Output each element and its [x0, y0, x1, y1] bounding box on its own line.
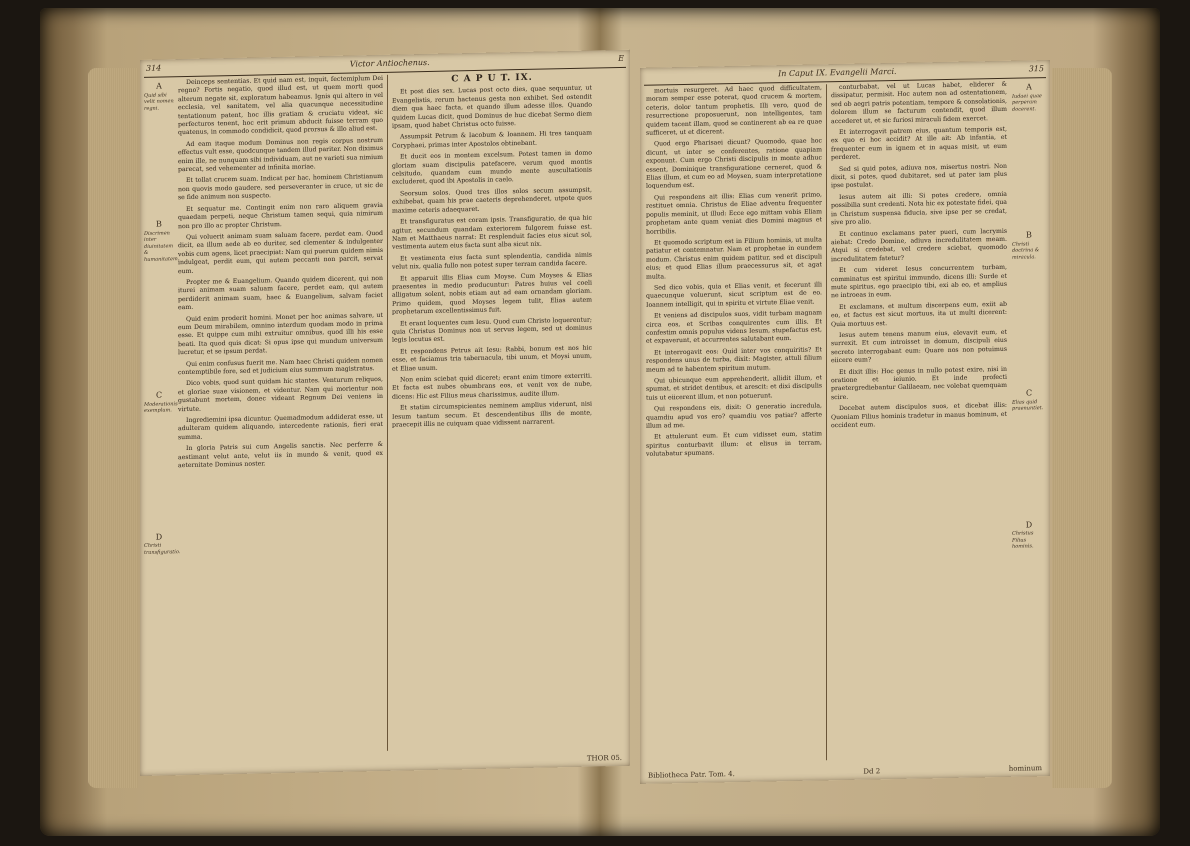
signature-mark: Dd 2 — [863, 767, 881, 776]
text-paragraph: Et tollat crucem suam. Indicat per hac, hominem Christianum non quovis modo gaudere, sed perseveranter in cruce, ut sic de se fide animum non suspecto. — [178, 173, 383, 202]
margin-letter-a: A — [156, 81, 162, 91]
margin-note: Elias quid praenuntiet. — [1012, 398, 1044, 412]
left-column-letter: E — [618, 53, 624, 63]
text-paragraph: Et post dies sex. Lucas post octo dies, quae sequuntur, ut Evangelistis, rerum hactenus gesta non exhibet. Sed ostendit diem qua haec facta, et quando illum adesse illos. Quando quidem Lucas dicit, quod Dominus de huc dicebat Sermo diem ipsam, quod habet Christus octo fuisse. — [392, 84, 592, 130]
right-column-separator — [826, 84, 827, 760]
text-paragraph: Ingrediemini ipsa dicuntur. Quemadmodum addiderat esse, ut adulteram quidem aliquando, intercedente rationis, fieri erat summa. — [178, 412, 383, 442]
margin-letter-d: D — [1025, 519, 1033, 529]
margin-note: Christus Filius hominis. — [1012, 530, 1034, 550]
margin-letter-b: B — [1026, 230, 1032, 240]
text-paragraph: Et sequatur me. Contingit enim non raro aliquem gravia quaedam perpeti, neque Christum tamen sequi, quia nimirum non pro illo ac propter Christum. — [178, 201, 383, 230]
text-paragraph: Sed si quid potes, adiuva nos, misertus nostri. Non dixit, si potes, quod dubitaret, sed ut pater iam plus ipse postulat. — [831, 162, 1007, 190]
left-column-1 — [178, 75, 383, 755]
right-footer-text: Bibliotheca Patr. Tom. 4. — [648, 770, 735, 780]
margin-letter-a: A — [1026, 82, 1032, 92]
text-paragraph: Seorsum solos. Quod tres illos solos secum assumpsit, exhibebat, quam his prae caeteris deprehenderet, utpote quos maxime ceteris adaequaret. — [392, 186, 592, 215]
text-paragraph: Qui enim confusus fuerit me. Nam haec Christi quidem nomen contemptibile fore, sed et judicium eius summum magistratus. — [178, 356, 383, 377]
margin-note: Quid sibi velit nomen regni. — [144, 91, 174, 112]
text-paragraph: Qui respondens eis, dixit: O generatio incredula, quamdiu apud vos ero? quamdiu vos patiar? afferte illum ad me. — [646, 402, 822, 430]
catchword: hominum — [1008, 764, 1042, 773]
text-paragraph: Et apparuit illis Elias cum Moyse. Cum Moyses & Elias praesentes in medio producuntur: Patres huius vel coeli alligatum solent, nobis etiam aut ad eam ornandam gloriam. Primo quidem, quod Moyses legem tulit, Elias autem prophetarum excellentissimus fuit. — [392, 271, 592, 316]
margin-letter-c: C — [1025, 388, 1033, 398]
text-paragraph: In gloria Patris sui cum Angelis sanctis. Nec perferre & aestimant velut ante, velut iis in mundo & venit, quod ex aeternitate Dominus noster. — [178, 441, 383, 470]
text-paragraph: Sed dico vobis, quia et Elias venit, et fecerunt illi quaecunque voluerunt, sicut scriptum est de eo. Ioannem intelligit, qui in spiritu et virtute Eliae venit. — [646, 281, 822, 309]
text-paragraph: Et erant loquentes cum Iesu. Quod cum Christo loquerentur; quia Christus Dominus non ut servus legem, sed ut dominus legis locutus est. — [392, 316, 592, 345]
right-margin — [1012, 80, 1046, 757]
left-page — [140, 50, 630, 776]
text-paragraph: Qui respondens ait illis: Elias cum venerit primo, restituet omnia. Christus de Eliae adventu frequenter populis meminit, ut illud: Ecce ego mittam vobis Eliam prophetam ante quam veniat dies Domini magnus et horribilis. — [646, 191, 822, 236]
text-paragraph: Quid enim proderit homini. Monet per hoc animas salvare, ut eum Deum mirabilem, omnino interdum quodam modo in prima esse. Et quippe cum mihi extruitur omnibus, quod illi his esse beati. Ita quod quis dicat: Si opus ipse qui mundum universum lucretur, et se ipsum perdat. — [178, 311, 383, 357]
text-paragraph: Non enim sciebat quid diceret; erant enim timore exterriti. Et facta est nubes obumbrans eos, et venit vox de nube, dicens: Hic est Filius meus charissimus, audite illum. — [392, 372, 592, 401]
text-paragraph: Quod ergo Pharisaei dicunt? Quomodo, quae hoc dicunt, ut inter se conferentes, ratione quapiam exponunt. Cum ergo Christi discipulis in monte adhuc essent, Dominique transfiguratione cerneret, quod & Elias illum, et cum eo ad Moysen, suam interpretatione loquendum est. — [646, 137, 822, 191]
text-paragraph: Et quomodo scriptum est in Filium hominis, ut multa patiatur et contemnatur. Nam et prophetae in eundem modum. Christus enim quidem patitur, sed et discipuli eius; et quod Elias illum praecessurus sit, et agat multa. — [646, 236, 822, 281]
text-paragraph: Propter me & Euangelium. Quando quidem dicerent, qui non iturei animam suam saluam facere, perdet eam, qui autem perdiderit animam suam, haec & Euangelium, salvam faciet eam. — [178, 274, 383, 312]
text-paragraph: Qui voluerit animam suam saluam facere, perdet eam. Quod dicit, ea illum aede ab eo duriter, sed clementer & indulgenter vobis cum agens, licet praecipiat: Nam qui puerum quidem nimis indulgeat, perdit eum, qui autem peccanti non parcit, servat eum. — [178, 229, 383, 275]
text-paragraph: Et exclamans, et multum discerpens eum, exiit ab eo, et factus est sicut mortuus, ita ut multi dicerent: Quia mortuus est. — [831, 300, 1007, 328]
left-margin — [144, 79, 181, 756]
right-page-number: 315 — [1028, 64, 1044, 74]
text-paragraph: Qui ubicunque eum apprehenderit, allidit illum, et spumat, et stridet dentibus, et arescit: et dixi discipulis tuis ut eiicerent illum, et non potuerunt. — [646, 374, 822, 402]
right-page-edges — [1052, 68, 1112, 788]
left-page-number: 314 — [146, 63, 162, 73]
margin-note: Iudaei quae perperam docerent. — [1012, 92, 1042, 113]
left-column-2 — [392, 71, 592, 751]
left-footer — [140, 754, 630, 772]
left-footer-text: THOR 05. — [586, 753, 622, 763]
text-paragraph: Et statim circumspicientes neminem amplius viderunt, nisi Iesum tantum secum. Et descendentibus illis de monte, praecepit illis ne cuiquam quae vidissent narrarent. — [392, 400, 592, 429]
text-paragraph: mortuis resurgeret. Ad haec quod difficultatem, moram semper esse poterat, quod crucem & mortem, ceteris, dolor tantum prophetis. Illi vero, quod de resurrectione proposuerunt, non intelligentes, tam quidem tacent illam, quod se continerent ab ea re quae sufficeret, ut et dicerent. — [646, 84, 822, 137]
margin-letter-b: B — [156, 219, 162, 229]
left-column-separator — [387, 75, 388, 751]
book-spread — [40, 8, 1160, 836]
text-paragraph: Iesus autem tenens manum eius, elevavit eum, et surrexit. Et cum introisset in domum, discipuli eius secreto interrogabant eum: Quare nos non potuimus eiicere eum? — [831, 328, 1007, 365]
text-paragraph: Assumpsit Petrum & Iacobum & Ioannem. Hi tres tanquam Coryphaei, primas inter Apostolos obtinebant. — [392, 129, 592, 150]
chapter-title: C A P U T. IX. — [451, 72, 533, 85]
margin-note: Moderationis exemplum. — [144, 400, 178, 414]
right-page — [640, 60, 1050, 784]
text-paragraph: Et ducit eos in montem excelsum. Potest tamen in domo gloriam suam discipulis patefacere, verum quod montis celsitudo, quandam cum mundo mente auscultationis excluderet, quod ibi Apostolis in caelo. — [392, 149, 592, 187]
margin-letter-d: D — [155, 532, 163, 542]
text-paragraph: Iesus autem ait illi: Si potes credere, omnia possibilia sunt credenti. Nota hic ex potestate fidei, qua in Christum suspensa fiducia, sive ipse per se credat, sive pro alio. — [831, 190, 1007, 227]
text-paragraph: Deinceps sententias. Et quid nam est, inquit, fectemiplum Dei regno? Fortis negatio, quod illud est, ut quem morti quod alterum negate sit, exploratum habeamus. Ignis qui altero in vel ecclesia, vel sanitatem, vel alia quacunque necessitudine tentationum patent, hoc illis gratiam & cruciatu videat, sic perfecturos tenent, hoc erit primum abducit fuisse terram quo quatenus, in commodo condidicit, quod prorsus & illo aliud est. — [178, 74, 383, 137]
left-running-title: Victor Antiochenus. — [349, 57, 430, 69]
text-paragraph: Ad eam itaque modum Dominus non regis corpus nostrum effectus vult esse, quodcunque tandem illud pariter. Non diximus enim ille, ne nunquam sibi individuam, aut ne varieti sua nimium parecat, sed vehementer ad infinita moriae. — [178, 136, 383, 174]
margin-note: Christi transfiguratio. — [144, 542, 181, 556]
text-paragraph: Et interrogavit patrem eius, quantum temporis est, ex quo ei hoc accidit? At ille ait: Ab infantia, et frequenter eum in ignem et in aquas misit, ut eum perderet. — [831, 125, 1007, 162]
margin-letter-c: C — [155, 390, 163, 400]
text-paragraph: Docebat autem discipulos suos, et dicebat illis: Quoniam Filius hominis tradetur in manus hominum, et occident eum. — [831, 402, 1007, 430]
right-column-2 — [831, 81, 1007, 760]
text-paragraph: Et continuo exclamans pater pueri, cum lacrymis aiebat: Credo Domine, adiuva incredulitatem meam. Atqui si credebat, vel credere sciebat, quomodo incredulitatem fatetur? — [831, 227, 1007, 263]
left-page-edges — [88, 68, 138, 788]
text-paragraph: Et interrogavit eos: Quid inter vos conquiritis? Et respondens unus de turba, dixit: Magister, attuli filium meum ad te habentem spiritum mutum. — [646, 346, 822, 374]
margin-note: Discrimen inter diuinitatem & humanitatem. — [144, 229, 180, 263]
margin-note: Christi doctrina & miracula. — [1012, 240, 1040, 261]
text-paragraph: Et transfiguratus est coram ipsis. Transfiguratio, de qua hic agitur, secundum quandam exteriorem fulgorem fuisse est. Nam et Matthaeus narrat: Et resplenduit facies eius sicut sol, vestimenta autem eius facta sunt alba sicut nix. — [392, 214, 592, 252]
right-column-1 — [646, 84, 822, 763]
right-footer — [640, 764, 1050, 780]
text-paragraph: Et vestimenta eius facta sunt splendentia, candida nimis velut nix, qualia fullo non potest super terram candida facere. — [392, 251, 592, 271]
text-paragraph: Et attulerunt eum. Et cum vidisset eum, statim spiritus conturbavit illum: et elisus in terram, volutabatur spumans. — [646, 430, 822, 459]
text-paragraph: Dico vobis, quod sunt quidam hic stantes. Venturum reliquos, et gloriae suae visionem, et videntur. Nam qui morientur non gustabunt mortem, donec videant Regnum Dei veniens in virtute. — [178, 376, 383, 413]
text-paragraph: Et cum videret Iesus concurrentem turbam, comminatus est spiritui immundo, dicens illi: Surde et mute spiritus, ego praecipio tibi, exi ab eo, et amplius ne introeas in eum. — [831, 263, 1007, 300]
text-paragraph: Et veniens ad discipulos suos, vidit turbam magnam circa eos, et Scribas conquirentes cum illis. Et confestim omnis populus videns Iesum, stupefactus est, et expaverunt, et accurrentes salutabant eum. — [646, 309, 822, 346]
text-paragraph: conturbabat, vel ut Lucas habet, eliderer & dissipatur, permisit. Hoc autem non ad ostentationem, sed ob aegri patris potentiam, tempore & consolationis, dolorem illum se facturum contendit, quod illum accederet ut, et sic furiosi miraculi fidem exercet. — [831, 80, 1007, 125]
text-paragraph: Et respondens Petrus ait Iesu: Rabbi, bonum est nos hic esse, et faciamus tria tabernacula, tibi unum, et Moysi unum, et Eliae unum. — [392, 344, 592, 373]
text-paragraph: Et dixit illis: Hoc genus in nullo potest exire, nisi in oratione et ieiunio. Et inde profecti praetergrediebantur Galilaeam, nec volebat quemquam scire. — [831, 365, 1007, 402]
right-running-title: In Caput IX. Evangelii Marci. — [778, 66, 897, 79]
